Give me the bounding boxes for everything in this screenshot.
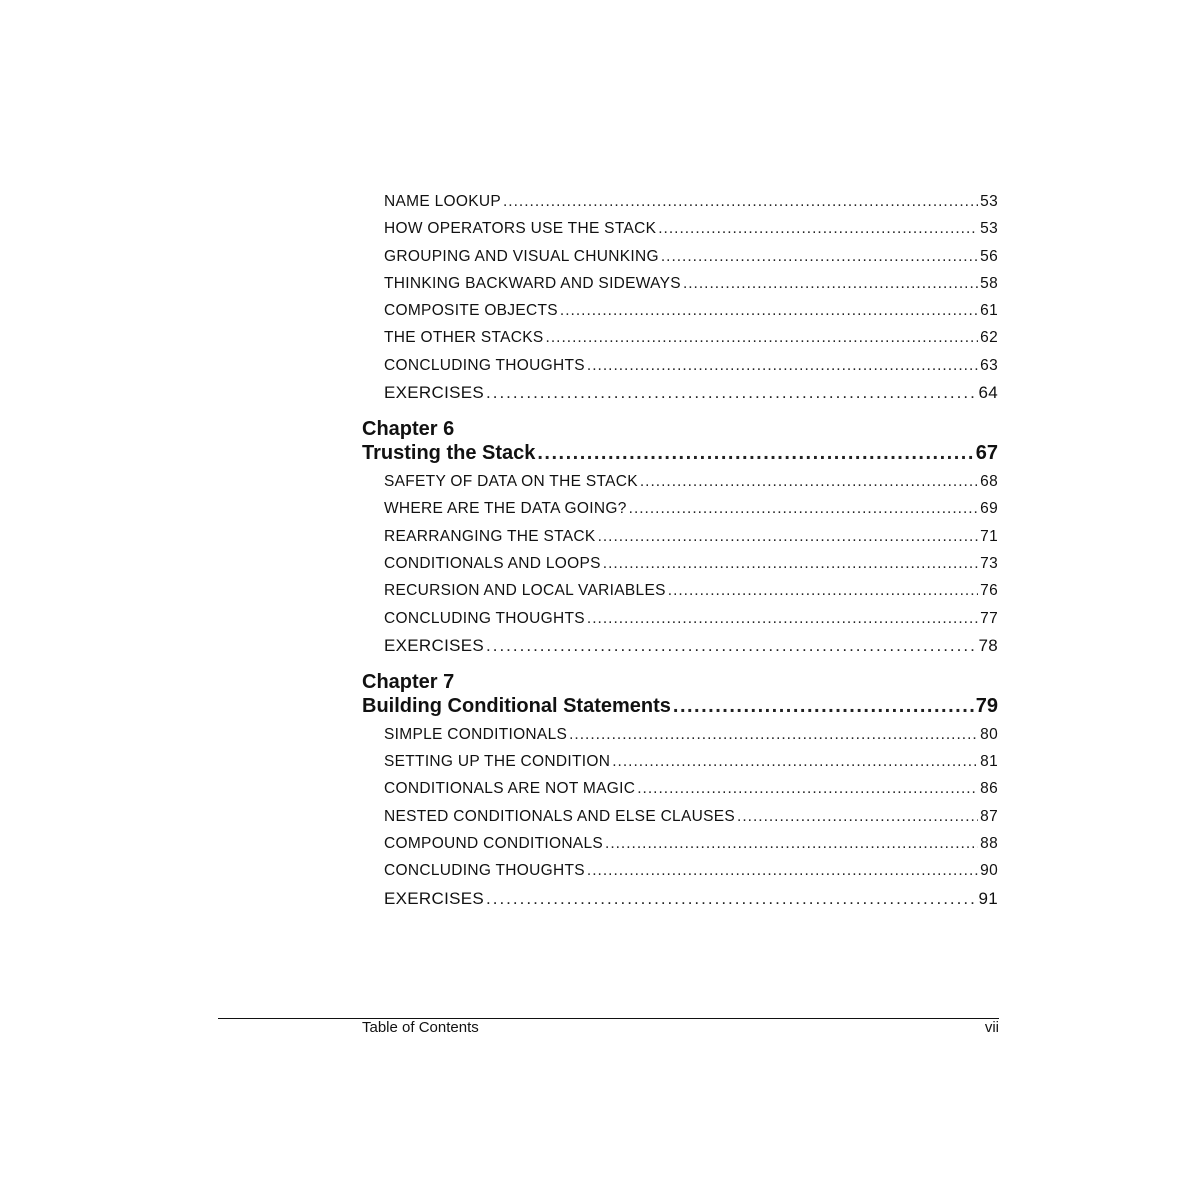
toc-entry[interactable] — [384, 748, 998, 775]
toc-entry-page: 71 — [980, 527, 998, 545]
toc-entry[interactable] — [384, 324, 998, 351]
toc-entry-title: WHERE ARE THE DATA GOING? — [384, 500, 627, 518]
chapter-number: Chapter 7 — [362, 670, 455, 693]
toc-entry-title: THINKING BACKWARD AND SIDEWAYS — [384, 274, 681, 292]
toc-entry-page: 58 — [980, 274, 998, 292]
dot-leader — [486, 632, 976, 660]
dot-leader — [737, 803, 978, 830]
toc-entry[interactable] — [384, 243, 998, 270]
dot-leader — [598, 523, 979, 550]
toc-entry[interactable] — [384, 830, 998, 857]
toc-entry-title: EXERCISES — [384, 888, 485, 908]
toc-entry-page: 91 — [978, 888, 998, 908]
dot-leader — [587, 605, 978, 632]
toc-entry-page: 69 — [980, 500, 998, 518]
toc-entry[interactable] — [384, 577, 998, 604]
dot-leader — [560, 297, 978, 324]
toc-entry-page: 80 — [980, 725, 998, 743]
toc-entry-page: 63 — [980, 356, 998, 374]
toc-entry-title: EXERCISES — [384, 383, 485, 403]
table-of-contents — [362, 188, 998, 913]
toc-entry-page: 76 — [980, 582, 998, 600]
dot-leader — [486, 379, 976, 407]
toc-entry[interactable] — [384, 215, 998, 242]
toc-entry-page: 81 — [980, 753, 998, 771]
toc-entry-title: CONDITIONALS AND LOOPS — [384, 554, 601, 572]
footer-page-number: vii — [984, 1019, 999, 1036]
toc-entry-exercises[interactable] — [384, 379, 998, 407]
chapter-heading[interactable] — [362, 694, 998, 721]
toc-entry-page: 77 — [980, 609, 998, 627]
toc-entry-page: 53 — [980, 220, 998, 238]
toc-entry-page: 87 — [980, 807, 998, 825]
toc-entry-page: 90 — [980, 862, 998, 880]
chapter-title: Building Conditional Statements — [362, 694, 671, 717]
dot-leader — [658, 215, 978, 242]
dot-leader — [546, 324, 979, 351]
toc-entry-title: HOW OPERATORS USE THE STACK — [384, 220, 657, 238]
toc-entry-title: THE OTHER STACKS — [384, 329, 544, 347]
toc-entry[interactable] — [384, 857, 998, 884]
toc-entry-page: 61 — [980, 302, 998, 320]
toc-entry[interactable] — [384, 803, 998, 830]
toc-entry-page: 53 — [980, 193, 998, 210]
toc-entry[interactable] — [384, 270, 998, 297]
toc-entry-page: 86 — [980, 780, 998, 798]
dot-leader — [673, 694, 974, 719]
chapter-6-block — [362, 418, 998, 660]
toc-entry[interactable] — [384, 523, 998, 550]
toc-entry-page: 56 — [980, 247, 998, 265]
toc-entry-title: CONCLUDING THOUGHTS — [384, 356, 585, 374]
dot-leader — [612, 748, 978, 775]
toc-entry[interactable] — [384, 297, 998, 324]
dot-leader — [629, 495, 979, 522]
chapter-number: Chapter 6 — [362, 418, 455, 441]
toc-entry-title: CONDITIONALS ARE NOT MAGIC — [384, 780, 636, 798]
toc-entry-title: NAME LOOKUP — [384, 193, 501, 210]
dot-leader — [603, 550, 978, 577]
toc-entry[interactable] — [384, 721, 998, 748]
footer-section-title: Table of Contents — [362, 1019, 479, 1036]
toc-entry[interactable] — [384, 495, 998, 522]
toc-entry-title: REARRANGING THE STACK — [384, 527, 596, 545]
toc-entry-page: 64 — [978, 383, 998, 403]
dot-leader — [569, 721, 978, 748]
toc-entry-title: CONCLUDING THOUGHTS — [384, 862, 585, 880]
toc-entry-title: EXERCISES — [384, 635, 485, 655]
dot-leader — [640, 468, 978, 495]
dot-leader — [486, 885, 976, 913]
chapter-page: 79 — [975, 694, 998, 717]
dot-leader — [683, 270, 978, 297]
toc-entry[interactable] — [384, 775, 998, 802]
chapter-page: 67 — [975, 442, 998, 465]
dot-leader — [637, 775, 978, 802]
dot-leader — [537, 441, 973, 466]
dot-leader — [661, 243, 978, 270]
toc-entry-exercises[interactable] — [384, 632, 998, 660]
dot-leader — [503, 188, 978, 215]
toc-entry-title: RECURSION AND LOCAL VARIABLES — [384, 582, 666, 600]
footer-divider — [218, 1018, 999, 1019]
toc-entry-title: NESTED CONDITIONALS AND ELSE CLAUSES — [384, 807, 736, 825]
toc-entry-exercises[interactable] — [384, 885, 998, 913]
dot-leader — [587, 352, 978, 379]
toc-entry-title: SETTING UP THE CONDITION — [384, 753, 611, 771]
toc-entry-page: 68 — [980, 473, 998, 491]
dot-leader — [587, 857, 978, 884]
toc-entry-title: GROUPING AND VISUAL CHUNKING — [384, 247, 659, 265]
dot-leader — [605, 830, 978, 857]
chapter-title: Trusting the Stack — [362, 442, 536, 465]
toc-entry[interactable] — [384, 188, 998, 215]
dot-leader — [668, 577, 978, 604]
toc-entry[interactable] — [384, 352, 998, 379]
toc-entry-title: COMPOSITE OBJECTS — [384, 302, 558, 320]
pre-entries-list — [362, 188, 998, 407]
toc-entry-title: CONCLUDING THOUGHTS — [384, 609, 585, 627]
toc-entry-page: 62 — [980, 329, 998, 347]
toc-entry-title: SIMPLE CONDITIONALS — [384, 725, 568, 743]
chapter-heading[interactable] — [362, 441, 998, 468]
toc-entry-page: 88 — [980, 835, 998, 853]
toc-entry[interactable] — [384, 468, 998, 495]
chapter-7-block — [362, 671, 998, 913]
toc-entry[interactable] — [384, 605, 998, 632]
toc-entry-page: 78 — [978, 635, 998, 655]
toc-entry-page: 73 — [980, 554, 998, 572]
toc-entry[interactable] — [384, 550, 998, 577]
toc-entry-title: COMPOUND CONDITIONALS — [384, 835, 604, 853]
toc-entry-title: SAFETY OF DATA ON THE STACK — [384, 473, 638, 491]
